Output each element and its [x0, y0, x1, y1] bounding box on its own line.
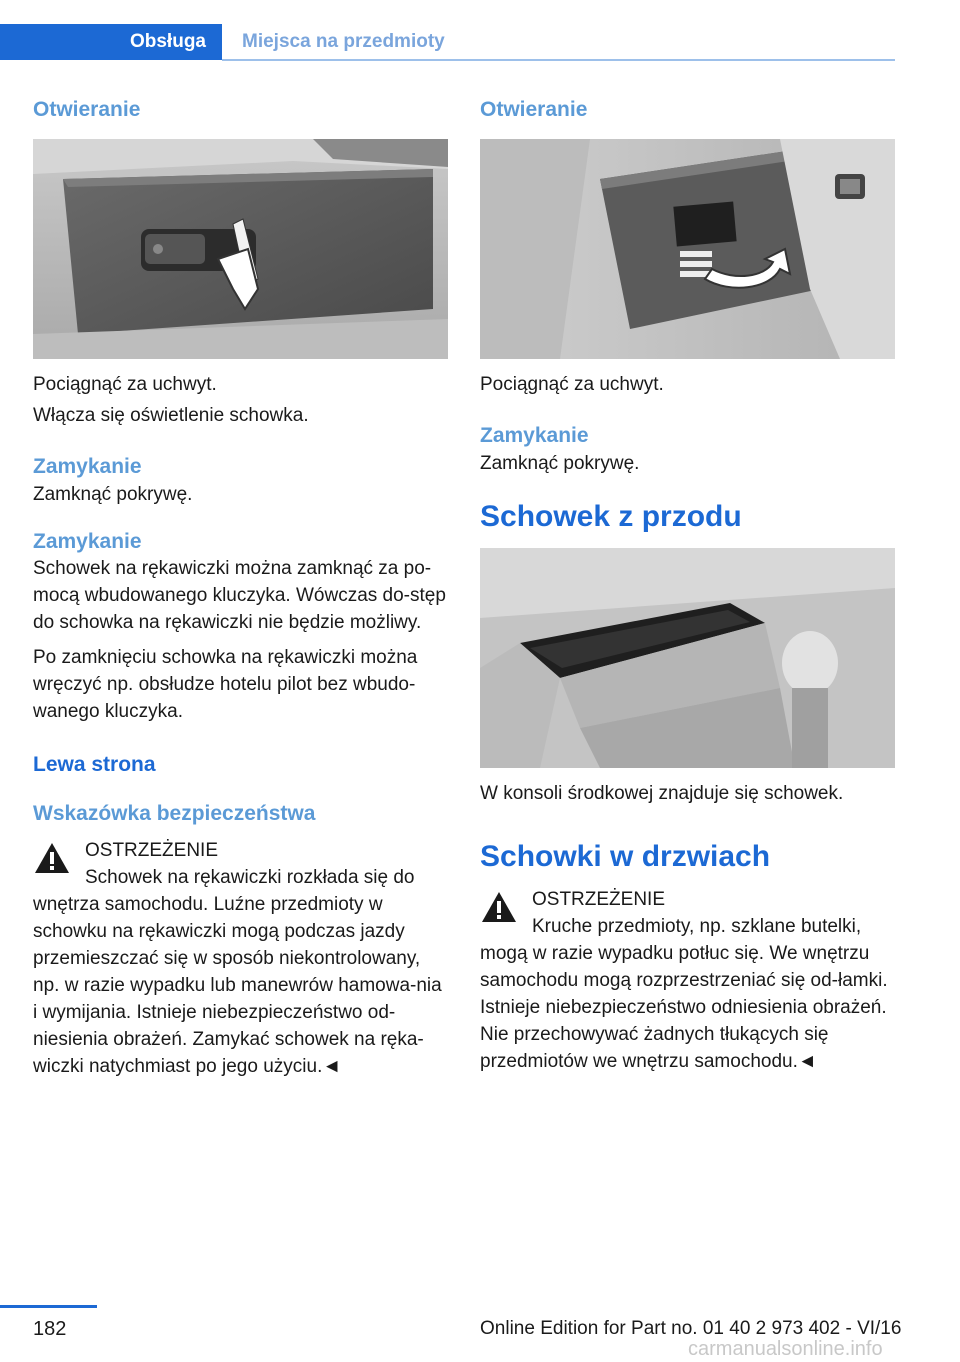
heading-safety-note: Wskazówka bezpieczeństwa: [33, 802, 316, 826]
text-light-on: Włącza się oświetlenie schowka.: [33, 405, 309, 427]
warning-rest-left: wnętrza samochodu. Luźne przedmioty w schowku na rękawiczki mogą podczas jazdy przemieszczać się w sposób niekontrolowany, np. w razie wypadku lub manewrów hamowa-nia i wymijania. Istnieje niebezpieczeństwo od-niesienia obrażeń. Zamykać schowek na ręka-wiczki natychmiast po jego użyciu.◄: [33, 894, 442, 1078]
heading-lock: Zamykanie: [33, 529, 142, 553]
warning-rest-right: mogą w razie wypadku potłuc się. We wnętrzu samochodu mogą rozprzestrzeniać się od-łamki. Istnieje niebezpieczeństwo odniesienia obrażeń. Nie przechowywać żadnych tłukących się przedmiotów we wnętrzu samochodu.◄: [480, 942, 888, 1072]
footer-accent-line: [0, 1305, 97, 1308]
heading-close-right: Zamykanie: [480, 424, 589, 448]
text-pull-handle-left: Pociągnąć za uchwyt.: [33, 374, 217, 396]
heading-open-left: Otwieranie: [33, 98, 141, 121]
text-close-lid-left: Zamknąć pokrywę.: [33, 483, 193, 505]
warning-block-left: [33, 837, 448, 1080]
page-number: 182: [33, 1318, 67, 1340]
glovebox-photo-right: [480, 139, 895, 359]
tab-obsluga[interactable]: Obsługa: [0, 24, 222, 60]
console-photo: [480, 548, 895, 768]
warning-first-line-left: Schowek na rękawiczki rozkłada się do: [85, 867, 415, 889]
warning-block-right: [480, 886, 895, 1075]
text-pull-handle-right: Pociągnąć za uchwyt.: [480, 374, 664, 396]
warning-title-right: OSTRZEŻENIE: [532, 888, 666, 910]
center-console-illustration: [480, 548, 895, 768]
text-lock-2: Po zamknięciu schowka na rękawiczki można wręczyć np. obsłudze hotelu pilot bez wbudo-wanego kluczyka.: [33, 646, 418, 722]
text-close-lid-right: Zamknąć pokrywę.: [480, 452, 640, 474]
glovebox-side-illustration: [480, 139, 895, 359]
heading-close-left: Zamykanie: [33, 455, 142, 479]
text-lock-1: Schowek na rękawiczki można zamknąć za po-mocą wbudowanego kluczyka. Wówczas do-stęp do schowka na rękawiczki nie będzie możliwy.: [33, 557, 446, 633]
glovebox-photo-left: [33, 139, 448, 359]
tab-underline: [222, 59, 895, 61]
warning-triangle-icon: [33, 841, 71, 875]
heading-open-right: Otwieranie: [480, 98, 588, 121]
watermark: carmanualsonline.info: [688, 1338, 883, 1360]
warning-triangle-icon: [480, 890, 518, 924]
left-column: [33, 96, 448, 1080]
heading-front-compartment: Schowek z przodu: [480, 499, 742, 533]
warning-text-left: [33, 864, 448, 1080]
tab-miejsca-na-przedmioty[interactable]: Miejsca na przedmioty: [242, 31, 445, 52]
heading-left-side: Lewa strona: [33, 752, 156, 776]
heading-door-compartments: Schowki w drzwiach: [480, 839, 771, 873]
text-console-compartment: W konsoli środkowej znajduje się schowek.: [480, 782, 844, 804]
header-tabbar: [0, 24, 895, 62]
right-column: [480, 96, 895, 1075]
warning-first-line-right: Kruche przedmioty, np. szklane butelki,: [532, 915, 862, 937]
glovebox-illustration: [33, 139, 448, 359]
warning-text-right: [480, 913, 895, 1075]
warning-title-left: OSTRZEŻENIE: [85, 840, 219, 862]
edition-info: Online Edition for Part no. 01 40 2 973 402 - VI/16: [480, 1318, 902, 1339]
